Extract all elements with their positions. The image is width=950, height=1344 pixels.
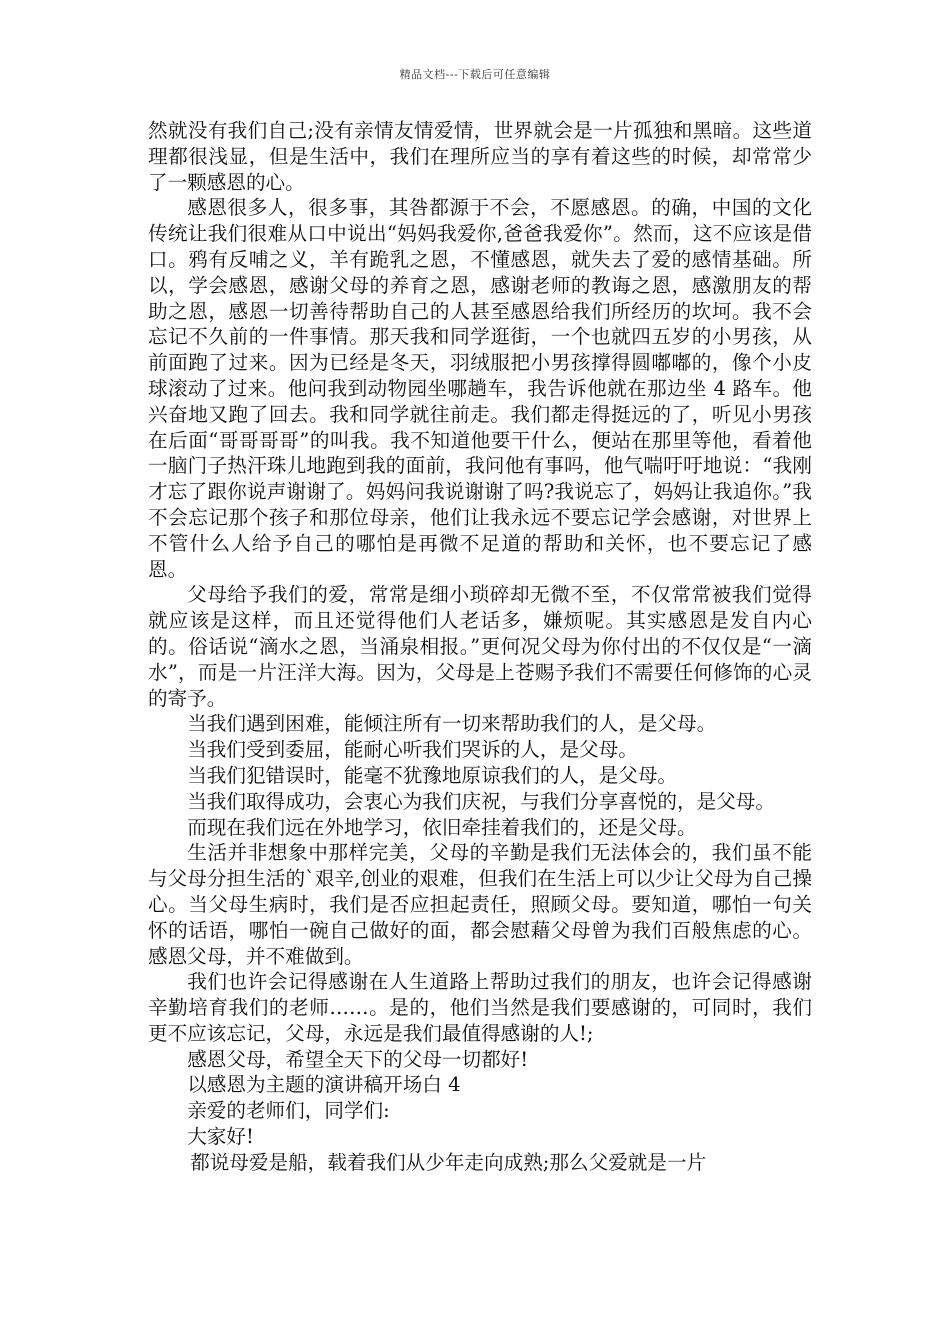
greeting: 大家好!: [187, 1125, 254, 1149]
document-body: [148, 118, 812, 1176]
paragraph: 当我们取得成功，会衷心为我们庆祝，与我们分享喜悦的，是父母。: [187, 789, 775, 813]
salutation: 亲爱的老师们，同学们:: [187, 1099, 390, 1123]
paragraph: 当我们受到委屈，能耐心听我们哭诉的人，是父母。: [187, 738, 638, 762]
paragraph: 都说母爱是船，载着我们从少年走向成熟;那么父爱就是一片: [190, 1150, 707, 1174]
paragraph: 当我们犯错误时，能毫不犹豫地原谅我们的人，是父母。: [187, 763, 678, 787]
paragraph: 生活并非想象中那样完美，父母的辛勤是我们无法体会的，我们虽不能与父母分担生活的`艰辛,创业的艰难，但我们在生活上可以少让父母为自己操心。当父母生病时，我们是否应担起责任，照顾父母。要知道，哪怕一句关怀的话语，哪怕一碗自己做好的面，都会慰藉父母曾为我们百般焦虑的心。感恩父母，并不难做到。: [148, 841, 812, 968]
paragraph: 然就没有我们自己;没有亲情友情爱情，世界就会是一片孤独和黑暗。这些道理都很浅显，但是生活中，我们在理所应当的享有着这些的时候，却常常少了一颗感恩的心。: [148, 119, 812, 194]
paragraph: 而现在我们远在外地学习，依旧牵挂着我们的，还是父母。: [187, 815, 697, 839]
paragraph: 感恩很多人，很多事，其咎都源于不会，不愿感恩。的确，中国的文化传统让我们很难从口中说出“妈妈我爱你,爸爸我爱你”。然而，这不应该是借口。鸦有反哺之义，羊有跪乳之恩，不懂感恩，就失去了爱的感情基础。所以，学会感恩，感谢父母的养育之恩，感谢老师的教诲之恩，感激朋友的帮助之恩，感恩一切善待帮助自己的人甚至感恩给我们所经历的坎坷。我不会忘记不久前的一件事情。那天我和同学逛街，一个也就四五岁的小男孩，从前面跑了过来。因为已经是冬天，羽绒服把小男孩撑得圆嘟嘟的，像个小皮球滚动了过来。他问我到动物园坐哪趟车，我告诉他就在那边坐 4 路车。他兴奋地又跑了回去。我和同学就往前走。我们都走得挺远的了，听见小男孩在后面“哥哥哥哥”的叫我。我不知道他要干什么，便站在那里等他，看着他一脑门子热汗珠儿地跑到我的面前，我问他有事吗，他气喘吁吁地说：“我刚才忘了跟你说声谢谢了。妈妈问我说谢谢了吗?我说忘了，妈妈让我追你。”我不会忘记那个孩子和那位母亲，他们让我永远不要忘记学会感谢，对世界上不管什么人给予自己的哪怕是再微不足道的帮助和关怀，也不要忘记了感恩。: [148, 196, 812, 581]
section-title: 以感恩为主题的演讲稿开场白 4: [187, 1073, 461, 1097]
paragraph: 父母给予我们的爱，常常是细小琐碎却无微不至，不仅常常被我们觉得就应该是这样，而且还觉得他们人老话多，嫌烦呢。其实感恩是发自内心的。俗话说“滴水之恩，当涌泉相报。”更何况父母为你付出的不仅仅是“一滴水”，而是一片汪洋大海。因为，父母是上苍赐予我们不需要任何修饰的心灵的寄予。: [148, 583, 812, 710]
page-header: 精品文档---下载后可任意编辑: [399, 68, 551, 81]
paragraph: 当我们遇到困难，能倾注所有一切来帮助我们的人，是父母。: [187, 712, 717, 736]
paragraph: 我们也许会记得感谢在人生道路上帮助过我们的朋友，也许会记得感谢辛勤培育我们的老师……。是的，他们当然是我们要感谢的，可同时，我们更不应该忘记，父母，永远是我们最值得感谢的人!;: [148, 970, 812, 1045]
closing-line: 感恩父母，希望全天下的父母一切都好!: [187, 1047, 529, 1071]
